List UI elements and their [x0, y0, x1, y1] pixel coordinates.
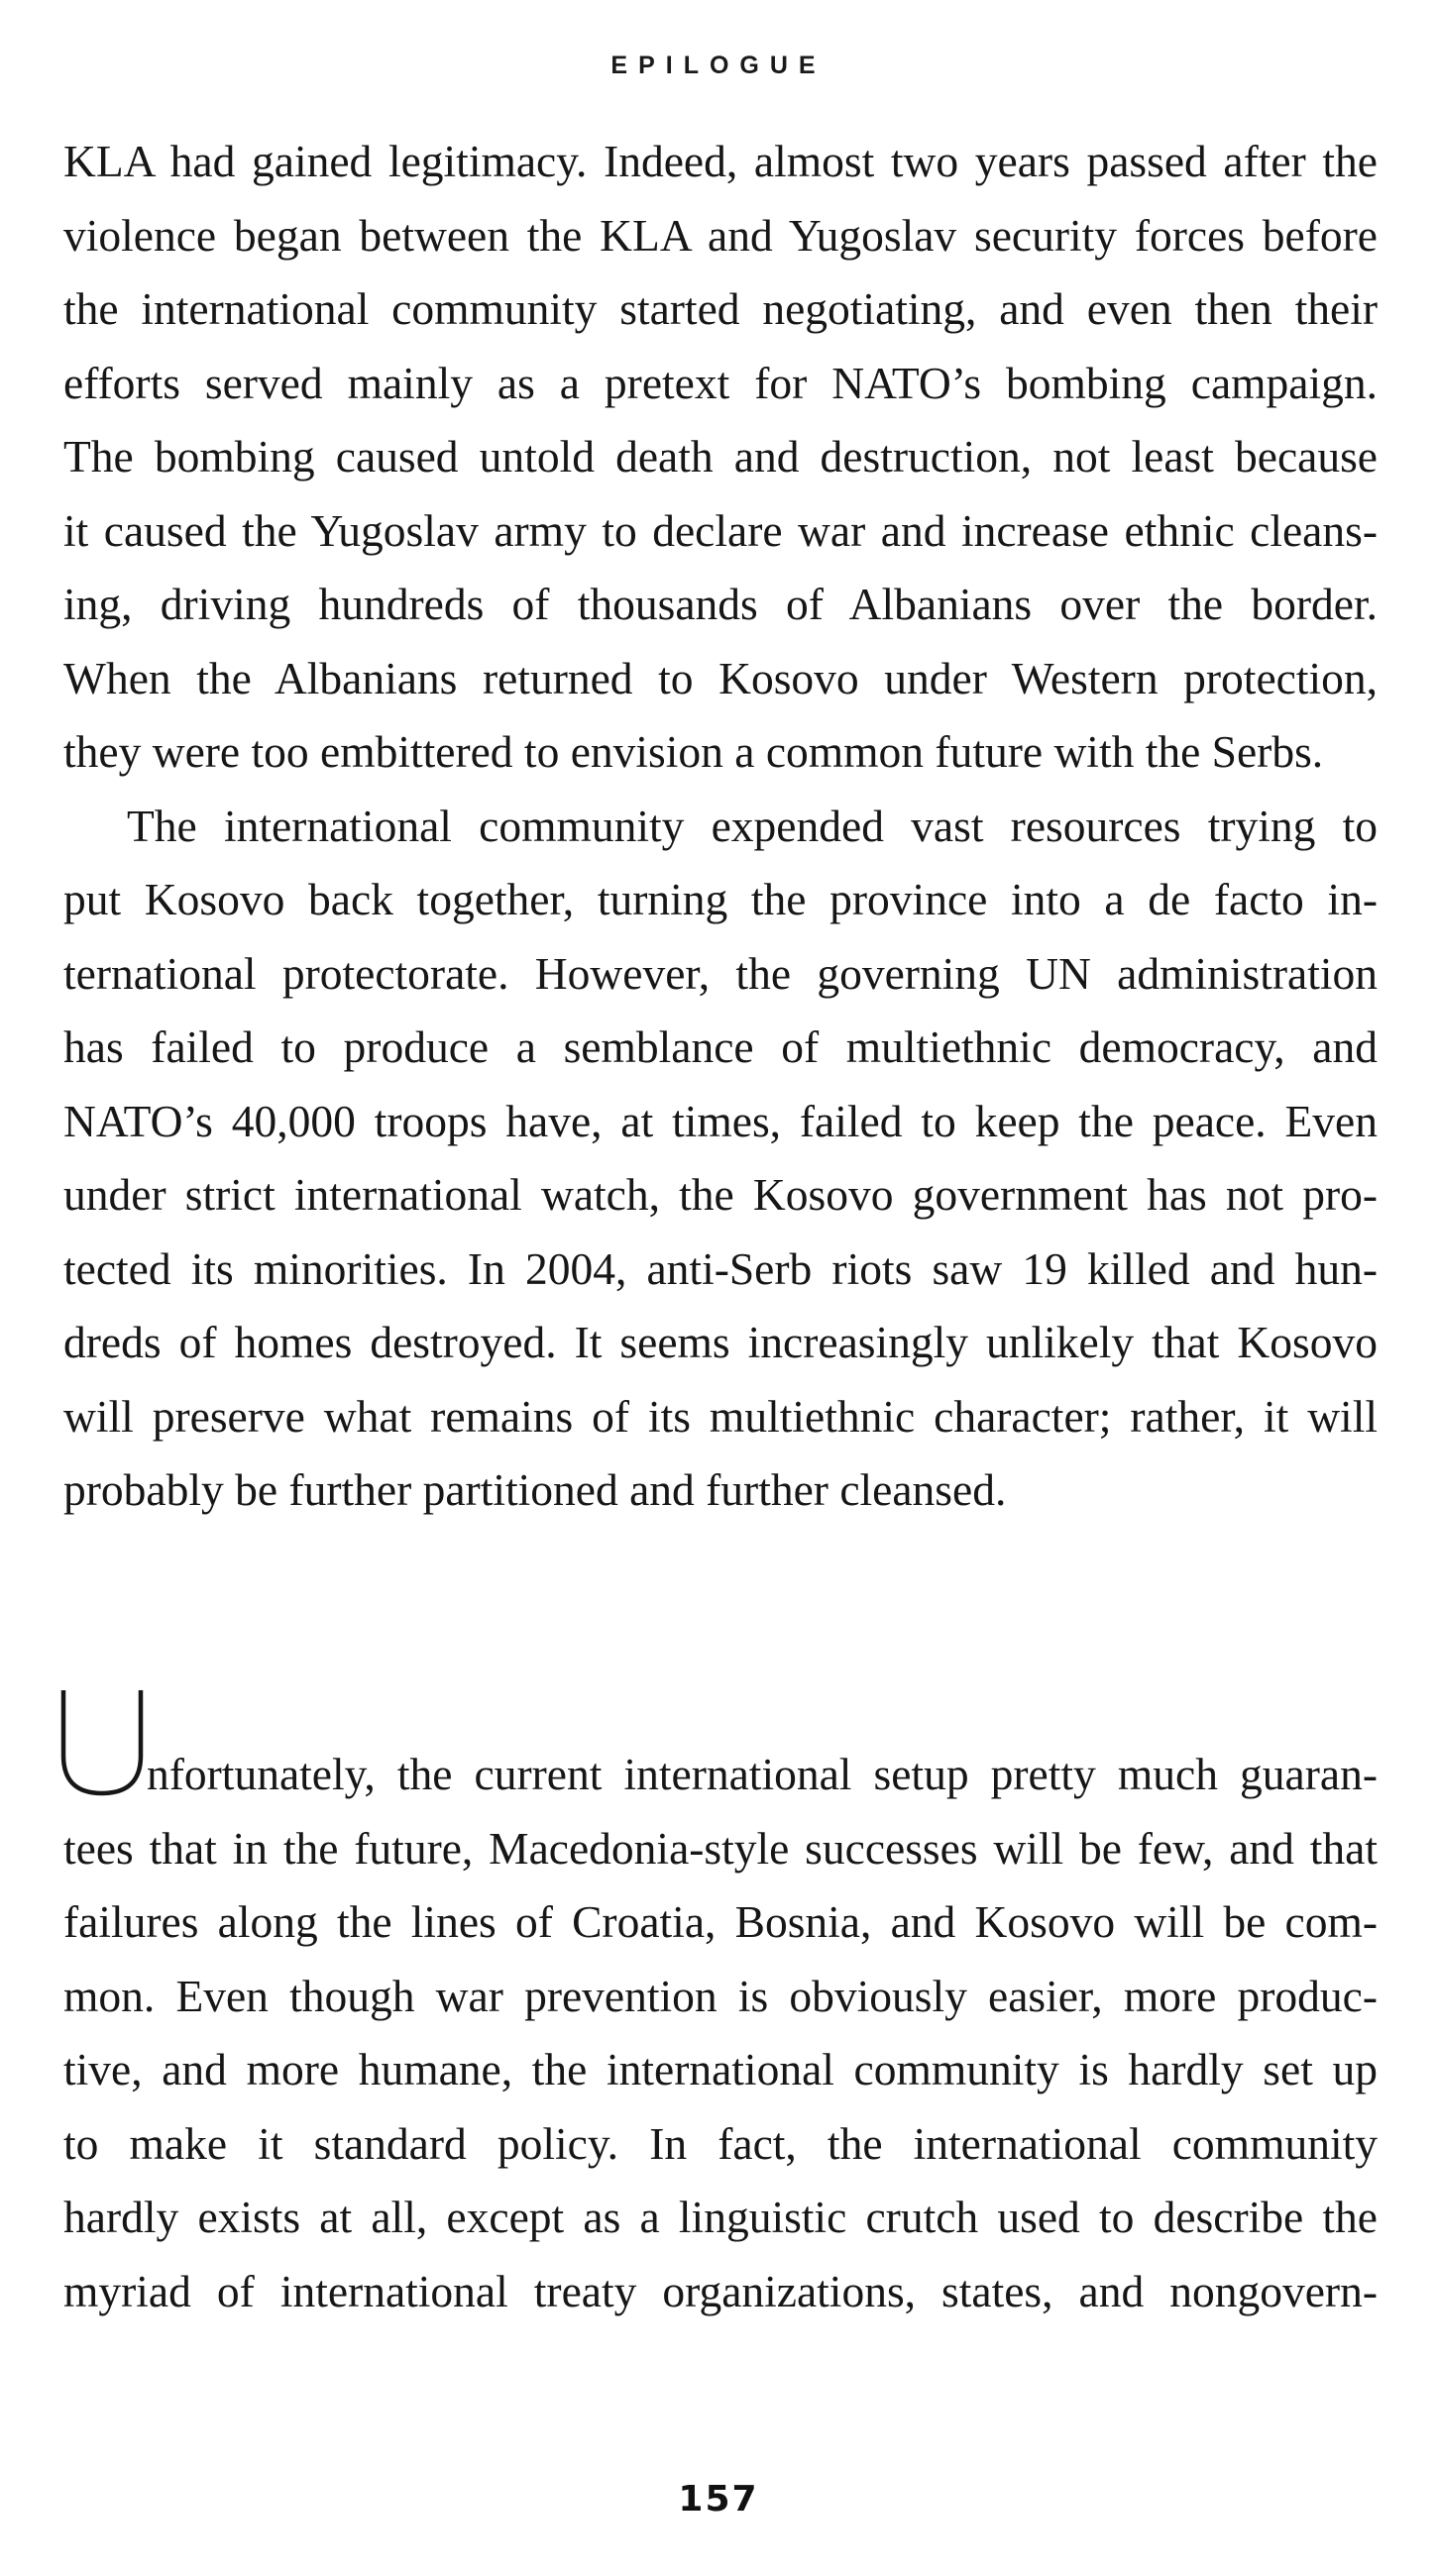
text-line: it caused the Yugoslav army to declare war and increase ethnic cleans-	[63, 504, 1378, 556]
text-line: probably be further partitioned and further cleansed.	[63, 1464, 1007, 1515]
text-line: to make it standard policy. In fact, the international community	[63, 2117, 1378, 2169]
text-line: nfortunately, the current international setup pretty much guaran-	[147, 1749, 1378, 1799]
text-line: ing, driving hundreds of thousands of Albanians over the border.	[63, 579, 1378, 629]
text-line: tive, and more humane, the international community is hardly set up	[63, 2044, 1378, 2094]
text-line: put Kosovo back together, turning the province into a de facto in-	[63, 874, 1378, 924]
text-line: will preserve what remains of its multiethnic character; rather, it will	[63, 1390, 1378, 1442]
text-line: KLA had gained legitimacy. Indeed, almost two years passed after the	[63, 136, 1378, 186]
text-line: When the Albanians returned to Kosovo under Western protection,	[63, 652, 1378, 703]
text-line: dreds of homes destroyed. It seems increasingly unlikely that Kosovo	[63, 1317, 1378, 1367]
text-line: ternational protectorate. However, the governing UN administration	[63, 947, 1378, 999]
text-line: myriad of international treaty organizations, states, and nongovern-	[63, 2265, 1378, 2316]
text-line: NATO’s 40,000 troops have, at times, failed to keep the peace. Even	[63, 1095, 1378, 1146]
text-line: they were too embittered to envision a common future with the Serbs.	[63, 726, 1324, 777]
text-line: The bombing caused untold death and destruction, not least because	[63, 431, 1378, 482]
text-line: tees that in the future, Macedonia-style successes will be few, and that	[63, 1822, 1378, 1874]
text-line: The international community expended vast resources trying to	[127, 800, 1378, 851]
text-line: under strict international watch, the Kosovo government has not pro-	[63, 1169, 1378, 1220]
section-2-text	[63, 1738, 1378, 2328]
running-head: EPILOGUE	[610, 52, 827, 79]
text-line: hardly exists at all, except as a linguistic crutch used to describe the	[63, 2192, 1378, 2242]
page-number: 157	[678, 2479, 759, 2520]
text-line: failures along the lines of Croatia, Bosnia, and Kosovo will be com-	[63, 1896, 1378, 1947]
text-line: efforts served mainly as a pretext for NATO’s bombing campaign.	[63, 357, 1378, 408]
text-line: tected its minorities. In 2004, anti-Serb riots saw 19 killed and hun-	[63, 1242, 1378, 1294]
text-line: has failed to produce a semblance of multiethnic democracy, and	[63, 1021, 1378, 1072]
text-line: the international community started negotiating, and even then their	[63, 283, 1378, 334]
section-1-text	[63, 125, 1378, 1528]
text-line: violence began between the KLA and Yugoslav security forces before	[63, 209, 1378, 261]
text-line: mon. Even though war prevention is obviously easier, more produc-	[63, 1970, 1378, 2021]
